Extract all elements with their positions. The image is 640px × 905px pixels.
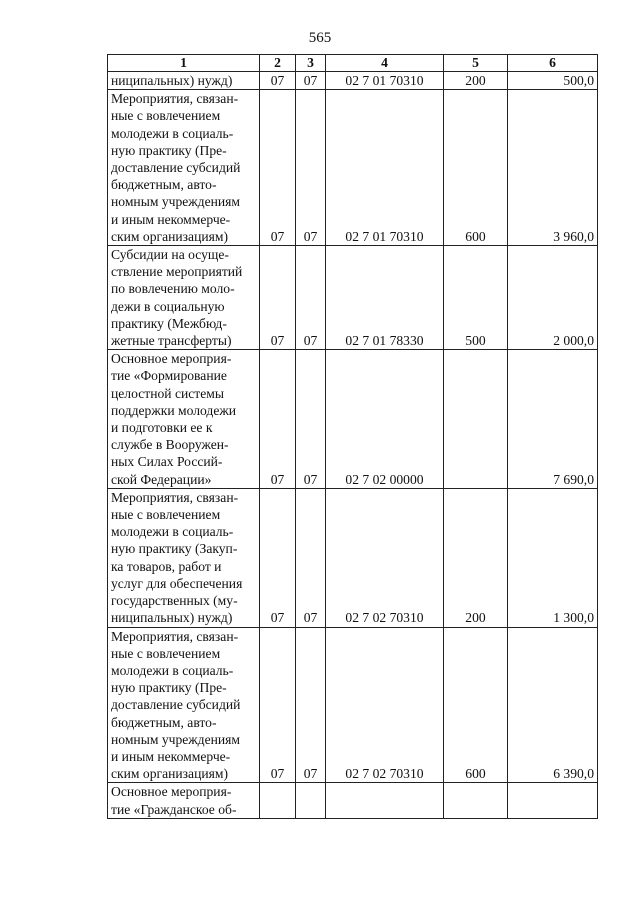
section-code: 07 [260,246,296,350]
section-code: 07 [260,90,296,246]
header-col-6: 6 [508,55,598,72]
header-col-4: 4 [326,55,444,72]
target-article-code: 02 7 01 70310 [326,90,444,246]
table-row [108,90,598,246]
expense-type-code: 600 [444,627,508,783]
subsection-code: 07 [296,627,326,783]
page-number: 565 [308,30,332,46]
subsection-code [296,783,326,818]
header-col-5: 5 [444,55,508,72]
subsection-code: 07 [296,350,326,489]
expense-type-code: 500 [444,246,508,350]
expense-type-code [444,350,508,489]
target-article-code: 02 7 02 00000 [326,350,444,489]
table-row [108,488,598,627]
table-row [108,72,598,90]
expense-type-code: 600 [444,90,508,246]
table-row [108,246,598,350]
amount: 1 300,0 [508,488,598,627]
row-description: Основное мероприя- тие «Формирование целостной системы поддержки молодежи и подготовки ее к службе в Вооружен- ных Силах Россий- ской Федерации» [108,350,260,489]
row-description: Субсидии на осуще- ствление мероприятий по вовлечению моло- дежи в социальную практику (Межбюд- жетные трансферты) [108,246,260,350]
section-code: 07 [260,72,296,90]
row-description: Основное мероприя- тие «Гражданское об- [108,783,260,818]
header-col-1: 1 [108,55,260,72]
target-article-code [326,783,444,818]
header-row [108,55,598,72]
amount: 7 690,0 [508,350,598,489]
subsection-code: 07 [296,72,326,90]
subsection-code: 07 [296,90,326,246]
amount: 2 000,0 [508,246,598,350]
target-article-code: 02 7 01 78330 [326,246,444,350]
table-row [108,350,598,489]
header-col-2: 2 [260,55,296,72]
section-code: 07 [260,350,296,489]
row-description: Мероприятия, связан- ные с вовлечением молодежи в социаль- ную практику (Закуп- ка товаров, работ и услуг для обеспечения государственных (му- ниципальных) нужд) [108,488,260,627]
amount: 500,0 [508,72,598,90]
expense-type-code: 200 [444,488,508,627]
row-description: Мероприятия, связан- ные с вовлечением молодежи в социаль- ную практику (Пре- доставление субсидий бюджетным, авто- номным учреждениям и иным некоммерче- ским организациям) [108,90,260,246]
section-code [260,783,296,818]
budget-table [107,54,598,819]
header-col-3: 3 [296,55,326,72]
expense-type-code: 200 [444,72,508,90]
row-description: ниципальных) нужд) [108,72,260,90]
section-code: 07 [260,488,296,627]
subsection-code: 07 [296,488,326,627]
table-row [108,783,598,818]
amount [508,783,598,818]
target-article-code: 02 7 01 70310 [326,72,444,90]
target-article-code: 02 7 02 70310 [326,488,444,627]
section-code: 07 [260,627,296,783]
target-article-code: 02 7 02 70310 [326,627,444,783]
subsection-code: 07 [296,246,326,350]
amount: 6 390,0 [508,627,598,783]
expense-type-code [444,783,508,818]
amount: 3 960,0 [508,90,598,246]
table-row [108,627,598,783]
row-description: Мероприятия, связан- ные с вовлечением молодежи в социаль- ную практику (Пре- доставление субсидий бюджетным, авто- номным учреждениям и иным некоммерче- ским организациям) [108,627,260,783]
